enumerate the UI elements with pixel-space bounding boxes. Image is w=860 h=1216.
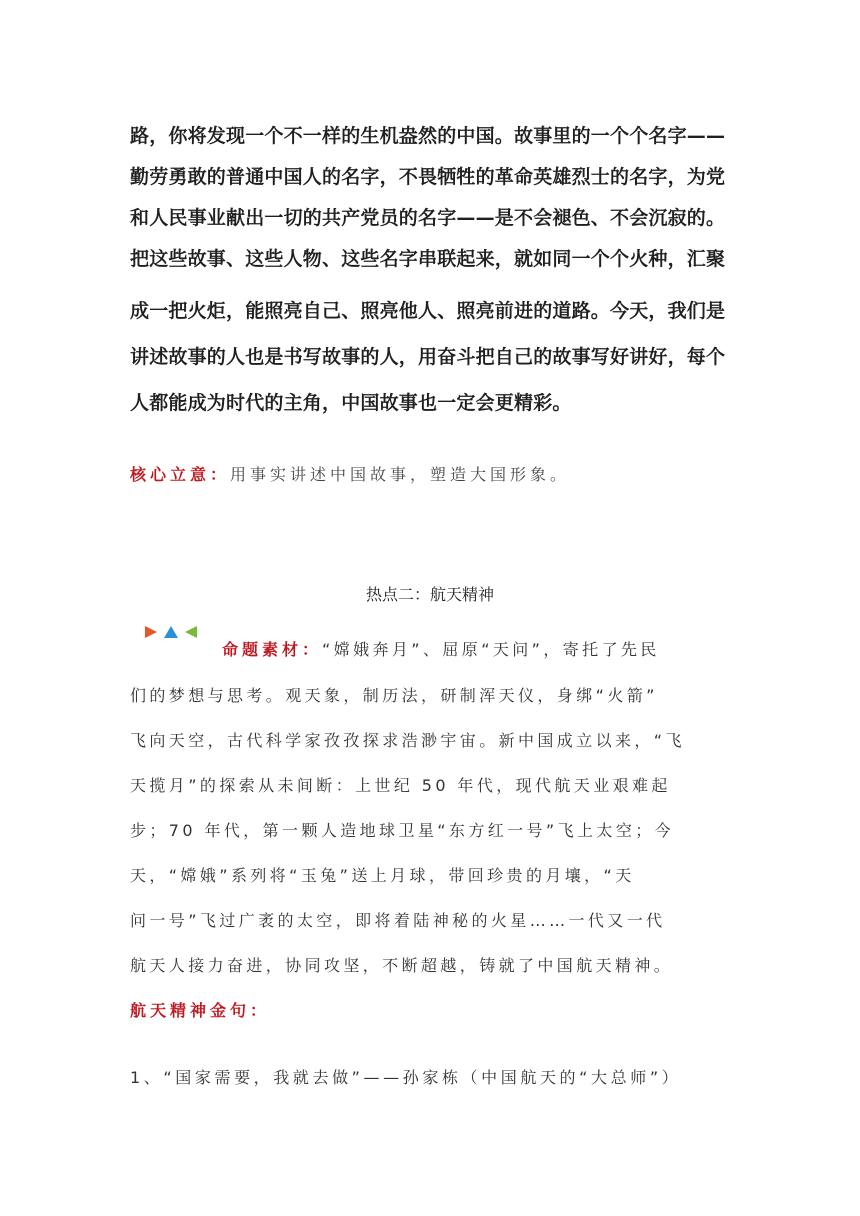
- material-first-line: [222, 637, 660, 660]
- quotes-title: 航天精神金句：: [130, 1001, 271, 1020]
- material-line: 飞向天空，古代科学家孜孜探求浩渺宇宙。新中国成立以来，“飞: [130, 731, 685, 750]
- paragraph-line: 成一把火炬，能照亮自己、照亮他人、照亮前进的道路。今天，我们是: [130, 300, 726, 322]
- paragraph-line: 路，你将发现一个不一样的生机盎然的中国。故事里的一个个名字——: [130, 125, 726, 147]
- material-line: 们的梦想与思考。观天象，制历法，研制浑天仪，身绑“火箭”: [130, 686, 658, 705]
- paragraph-line: 勤劳勇敢的普通中国人的名字，不畏牺牲的革命英雄烈士的名字，为党: [130, 166, 726, 188]
- material-line: 航天人接力奋进，协同攻坚，不断超越，铸就了中国航天精神。: [130, 956, 674, 975]
- core-idea-text: 用事实讲述中国故事，塑造大国形象。: [230, 465, 571, 484]
- quote-item: 1、“国家需要，我就去做”——孙家栋（中国航天的“大总师”）: [130, 1068, 682, 1087]
- material-line: “嫦娥奔月”、屈原“天问”，寄托了先民: [322, 640, 660, 659]
- paragraph-line: 人都能成为时代的主角，中国故事也一定会更精彩。: [130, 392, 572, 414]
- triangle-arrows-icon: [143, 624, 199, 640]
- material-line: 天，“嫦娥”系列将“玉兔”送上月球，带回珍贵的月壤，“天: [130, 866, 635, 885]
- material-line: 步；70 年代，第一颗人造地球卫星“东方红一号”飞上太空；今: [130, 821, 675, 840]
- material-line: 天揽月”的探索从未间断：上世纪 50 年代，现代航天业艰难起: [130, 776, 671, 795]
- paragraph-line: 讲述故事的人也是书写故事的人，用奋斗把自己的故事写好讲好，每个: [130, 346, 726, 368]
- paragraph-line: 和人民事业献出一切的共产党员的名字——是不会褪色、不会沉寂的。: [130, 207, 726, 229]
- green-triangle-icon: [185, 626, 197, 638]
- paragraph-line: 把这些故事、这些人物、这些名字串联起来，就如同一个个火种，汇聚: [130, 248, 726, 270]
- core-idea-label: 核心立意：: [130, 465, 231, 484]
- orange-triangle-icon: [145, 626, 157, 638]
- blue-triangle-icon: [164, 626, 178, 638]
- section-heading: 热点二：航天精神: [365, 585, 494, 604]
- material-line: 问一号”飞过广袤的太空，即将着陆神秘的火星……一代又一代: [130, 911, 666, 930]
- core-idea: [130, 462, 570, 485]
- material-label: 命题素材：: [222, 640, 323, 659]
